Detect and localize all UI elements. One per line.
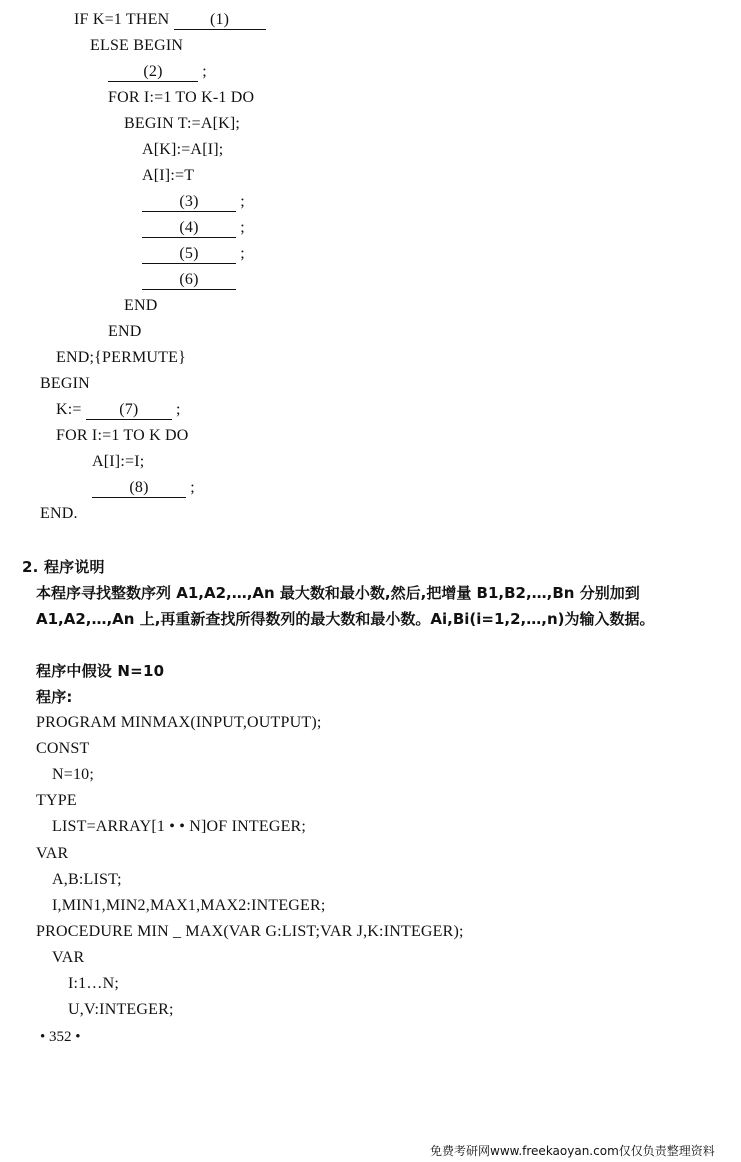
program-label: 程序: xyxy=(36,688,73,706)
code-text: BEGIN T:=A[K]; xyxy=(124,115,241,132)
code-line xyxy=(56,348,186,368)
code-line xyxy=(124,296,157,316)
code-text: ; xyxy=(236,219,245,236)
code-line: I:1…N; xyxy=(68,975,119,992)
code-text: FOR I:=1 TO K-1 DO xyxy=(108,89,255,106)
fill-in-blank: (2) xyxy=(108,63,198,82)
code-line xyxy=(74,10,266,30)
code-text: A[K]:=A[I]; xyxy=(142,141,224,158)
code-line: PROCEDURE MIN _ MAX(VAR G:LIST;VAR J,K:INTEGER); xyxy=(36,923,464,940)
code-line xyxy=(142,270,236,290)
code-line: VAR xyxy=(52,949,85,966)
code-text: K:= xyxy=(56,401,86,418)
code-line xyxy=(40,504,78,524)
code-line xyxy=(142,218,245,238)
assumption-text: 程序中假设 N=10 xyxy=(36,662,165,680)
code-text: END;{PERMUTE} xyxy=(56,349,186,366)
fill-in-blank: (3) xyxy=(142,193,236,212)
fill-in-blank: (1) xyxy=(174,11,266,30)
code-text: A[I]:=I; xyxy=(92,453,145,470)
code-text: END. xyxy=(40,505,78,522)
code-text: A[I]:=T xyxy=(142,167,195,184)
code-text: FOR I:=1 TO K DO xyxy=(56,427,189,444)
code-text: ELSE BEGIN xyxy=(90,37,184,54)
code-text: ; xyxy=(198,63,207,80)
code-line xyxy=(108,88,254,108)
code-line: PROGRAM MINMAX(INPUT,OUTPUT); xyxy=(36,714,322,731)
code-line xyxy=(108,62,207,82)
code-text: ; xyxy=(186,479,195,496)
code-text: END xyxy=(124,297,158,314)
fill-in-blank: (5) xyxy=(142,245,236,264)
code-line: CONST xyxy=(36,740,90,757)
code-line: VAR xyxy=(36,845,69,862)
code-line xyxy=(142,140,223,160)
code-line xyxy=(142,192,245,212)
page-number: • 352 • xyxy=(40,1029,81,1045)
code-text: ; xyxy=(236,193,245,210)
code-line: TYPE xyxy=(36,792,77,809)
code-line: LIST=ARRAY[1 • • N]OF INTEGER; xyxy=(52,818,307,835)
code-line xyxy=(90,36,183,56)
footer-watermark: 免费考研网www.freekaoyan.com仅仅负责整理资料 xyxy=(430,1144,715,1158)
code-line xyxy=(92,478,195,498)
code-line: U,V:INTEGER; xyxy=(68,1001,174,1018)
code-text: ; xyxy=(236,245,245,262)
code-text: END xyxy=(108,323,142,340)
code-line: N=10; xyxy=(52,766,95,783)
description-paragraph: 本程序寻找整数序列 A1,A2,…,An 最大数和最小数,然后,把增量 B1,B2,…,Bn 分别加到 A1,A2,…,An 上,再重新查找所得数列的最大数和最小数。Ai,Bi(i=1,2,…,n)为输入数据。 xyxy=(36,584,655,628)
code-line xyxy=(56,400,181,420)
code-line: I,MIN1,MIN2,MAX1,MAX2:INTEGER; xyxy=(52,897,326,914)
fill-in-blank: (7) xyxy=(86,401,172,420)
code-line xyxy=(40,374,90,394)
code-line xyxy=(142,166,194,186)
code-text: IF K=1 THEN xyxy=(74,11,174,28)
code-line xyxy=(124,114,240,134)
code-line: A,B:LIST; xyxy=(52,871,122,888)
code-text: BEGIN xyxy=(40,375,90,392)
section-heading: 2. 程序说明 xyxy=(22,558,105,576)
fill-in-blank: (8) xyxy=(92,479,186,498)
code-line xyxy=(108,322,141,342)
fill-in-blank: (4) xyxy=(142,219,236,238)
code-text: ; xyxy=(171,401,181,418)
fill-in-blank: (6) xyxy=(142,271,236,290)
code-line xyxy=(56,426,189,446)
code-line xyxy=(92,452,144,472)
code-line xyxy=(142,244,245,264)
